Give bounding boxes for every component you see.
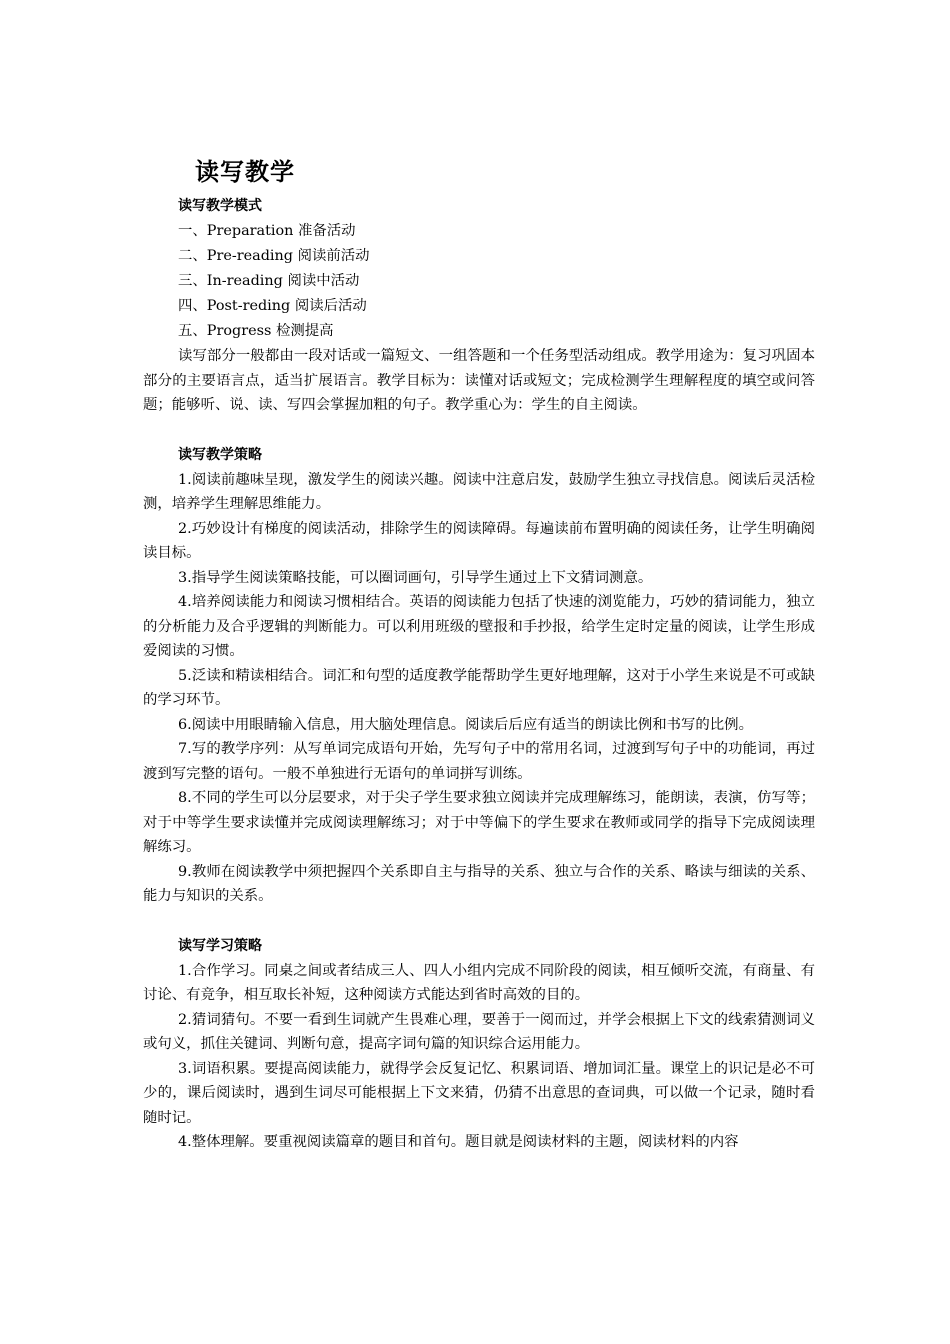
blank-line [143,418,815,443]
paragraph: 读写部分一般都由一段对话或一篇短文、一组答题和一个任务型活动组成。教学用途为：复习巩固本部分的主要语言点，适当扩展语言。教学目标为：读懂对话或短文；完成检测学生理解程度的填空或问答题；能够听、说、读、写四会掌握加粗的句子。教学重心为：学生的自主阅读。 [143,348,815,413]
paragraph: 9.教师在阅读教学中须把握四个关系即自主与指导的关系、独立与合作的关系、略读与细读的关系、能力与知识的关系。 [143,863,815,904]
list-item: 二、Pre-reading 阅读前活动 [178,248,370,264]
paragraph: 1.阅读前趣味呈现，激发学生的阅读兴趣。阅读中注意启发，鼓励学生独立寻找信息。阅读后灵活检测，培养学生理解思维能力。 [143,471,815,512]
paragraph: 2.猜词猜句。不要一看到生词就产生畏难心理，要善于一阅而过，并学会根据上下文的线索猜测词义或句义，抓住关键词、判断句意，提高字词句篇的知识综合运用能力。 [143,1011,815,1052]
paragraph: 4.整体理解。要重视阅读篇章的题目和首句。题目就是阅读材料的主题，阅读材料的内容 [178,1134,739,1150]
list-item: 一、Preparation 准备活动 [178,223,356,239]
list-item: 三、In-reading 阅读中活动 [178,273,360,289]
document-page [143,150,815,1155]
paragraph: 3.词语积累。要提高阅读能力，就得学会反复记忆、积累词语、增加词汇量。课堂上的识记是必不可少的，课后阅读时，遇到生词尽可能根据上下文来猜，仍猜不出意思的查词典，可以做一个记录，随时看随时记。 [143,1060,815,1126]
paragraph: 2.巧妙设计有梯度的阅读活动，排除学生的阅读障碍。每遍读前布置明确的阅读任务，让学生明确阅读目标。 [143,520,815,561]
paragraph: 3.指导学生阅读策略技能，可以圈词画句，引导学生通过上下文猜词测意。 [178,569,653,586]
section-heading-teaching-strategy: 读写教学策略 [178,446,262,463]
paragraph: 1.合作学习。同桌之间或者结成三人、四人小组内完成不同阶段的阅读，相互倾听交流，有商量、有讨论、有竞争，相互取长补短，这种阅读方式能达到省时高效的目的。 [143,962,815,1003]
paragraph: 7.写的教学序列：从写单词完成语句开始，先写句子中的常用名词，过渡到写句子中的功能词，再过渡到写完整的语句。一般不单独进行无语句的单词拼写训练。 [143,741,815,782]
blank-line [143,909,815,934]
paragraph: 5.泛读和精读相结合。词汇和句型的适度教学能帮助学生更好地理解，这对于小学生来说是不可或缺的学习环节。 [143,667,815,708]
paragraph: 6.阅读中用眼睛输入信息，用大脑处理信息。阅读后后应有适当的朗读比例和书写的比例。 [178,716,753,733]
list-item: 四、Post-reding 阅读后活动 [178,298,367,314]
section-heading-teaching-mode: 读写教学模式 [178,198,262,214]
document-title: 读写教学 [195,158,295,186]
paragraph: 4.培养阅读能力和阅读习惯相结合。英语的阅读能力包括了快速的浏览能力，巧妙的猜词能力，独立的分析能力及合乎逻辑的判断能力。可以利用班级的壁报和手抄报，给学生定时定量的阅读，让学生形成爱阅读的习惯。 [143,594,815,659]
paragraph: 8.不同的学生可以分层要求，对于尖子学生要求独立阅读并完成理解练习，能朗读，表演，仿写等；对于中等学生要求读懂并完成阅读理解练习；对于中等偏下的学生要求在教师或同学的指导下完成阅读理解练习。 [143,790,815,855]
list-item: 五、Progress 检测提高 [178,323,334,339]
section-heading-learning-strategy: 读写学习策略 [178,937,262,954]
